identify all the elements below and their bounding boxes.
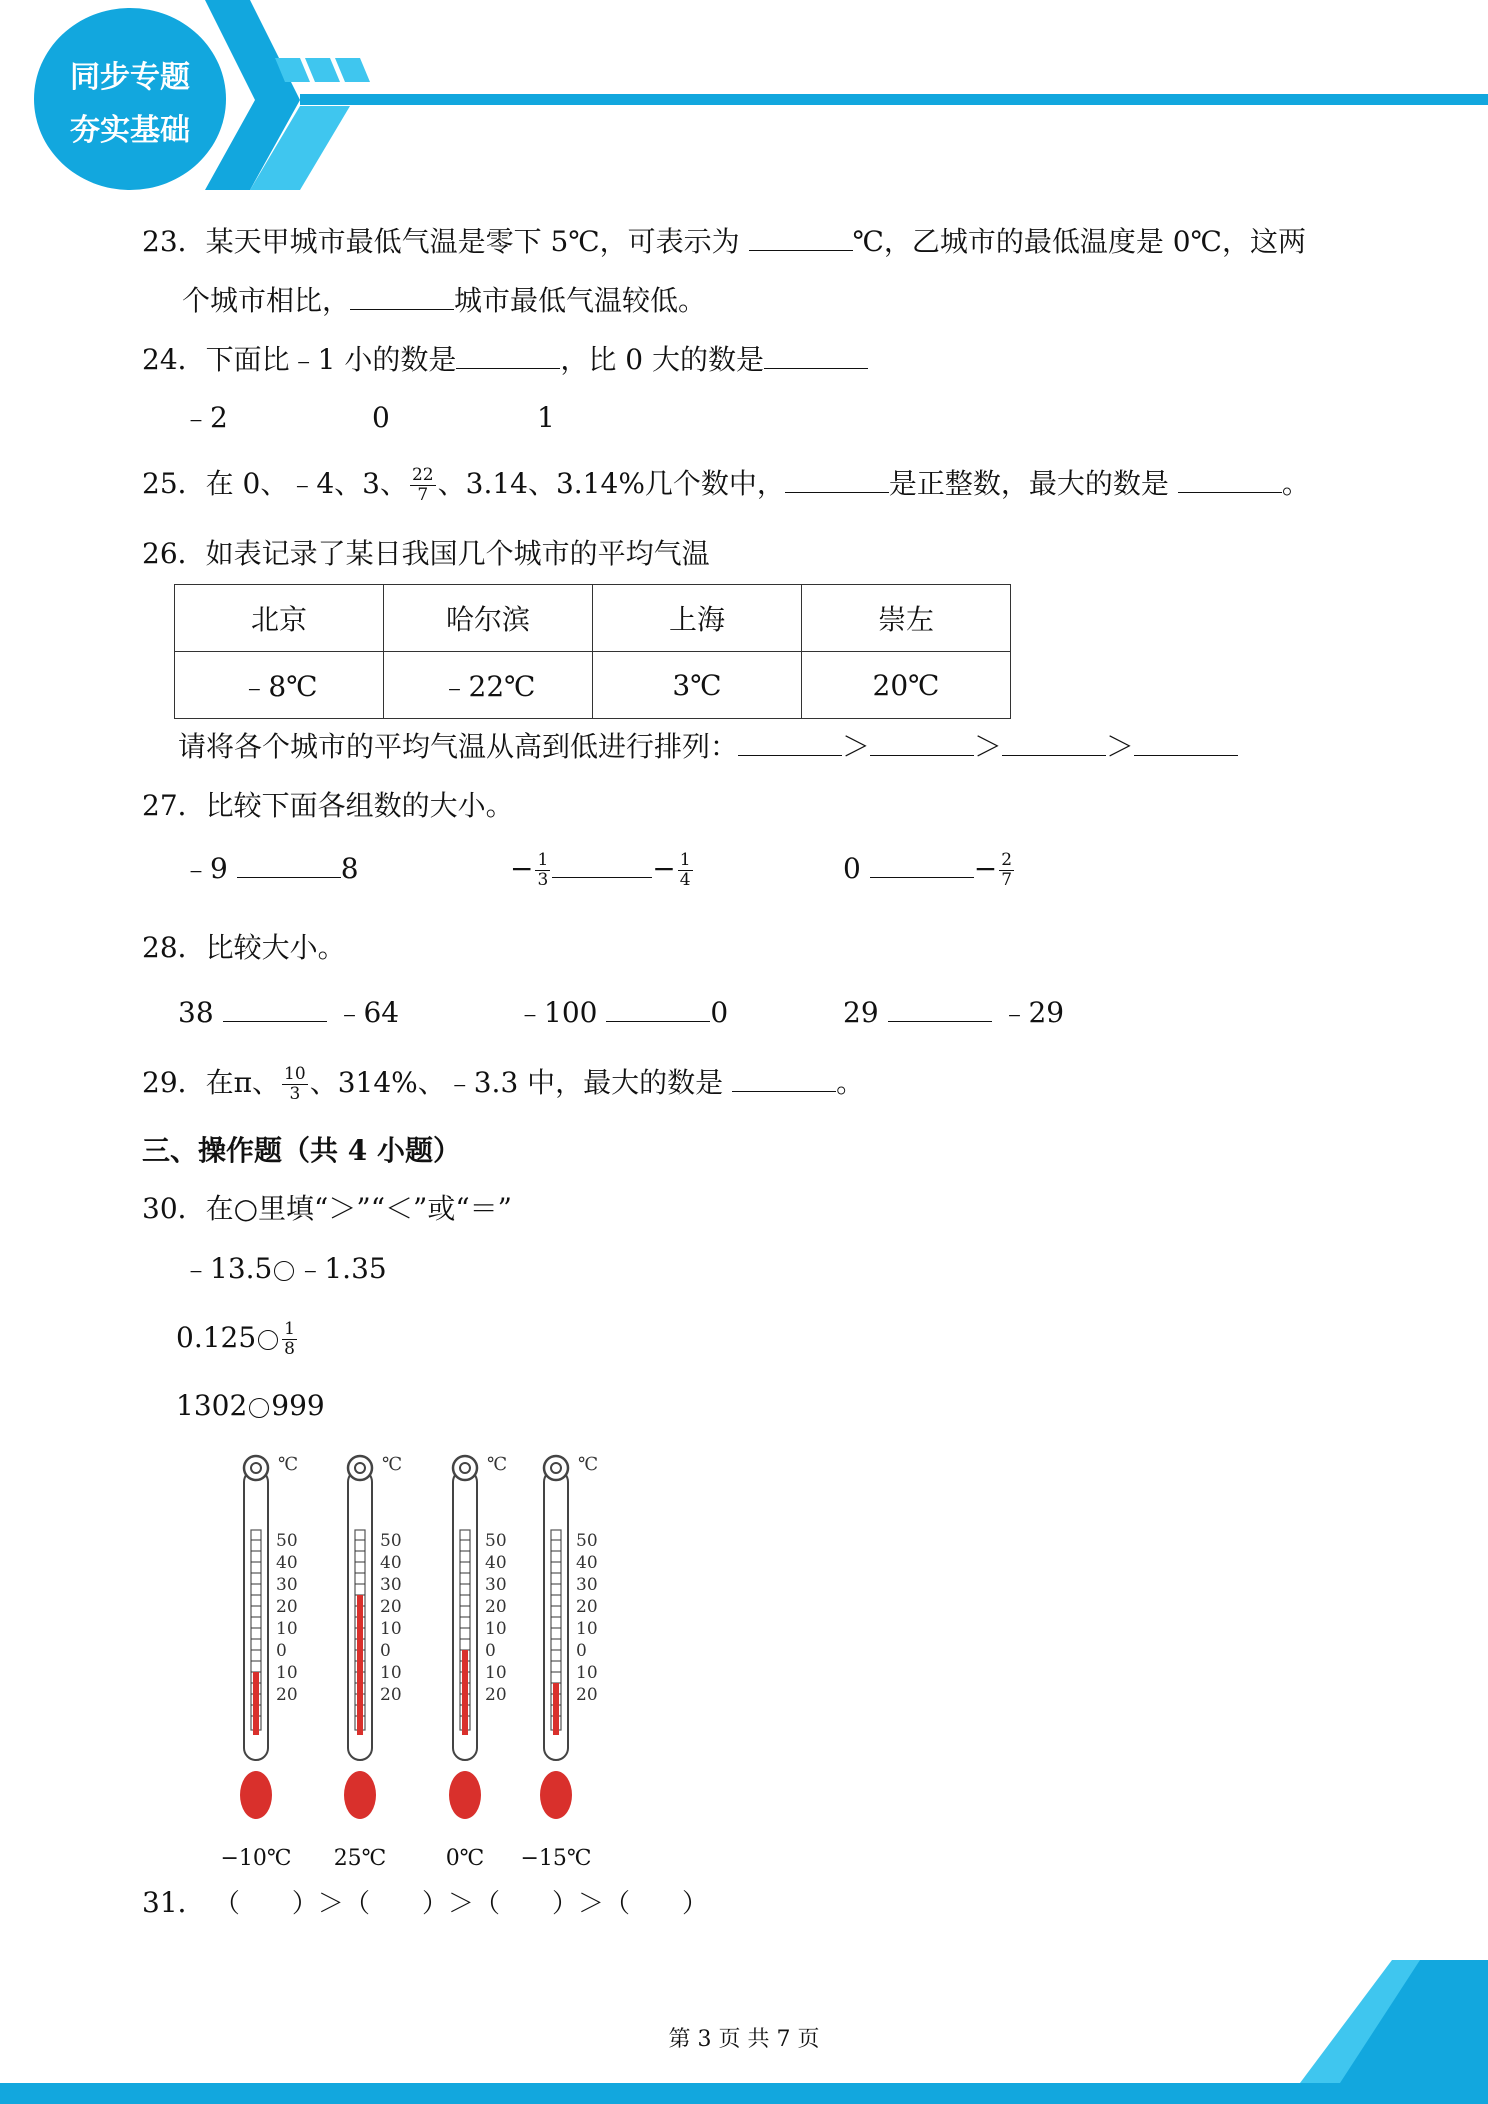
thermometer-bulb xyxy=(540,1771,572,1819)
scale-label: 30 xyxy=(485,1575,507,1595)
unit-label: ℃ xyxy=(278,1454,299,1475)
q26-blank3[interactable] xyxy=(1002,729,1106,756)
q27-group2: − $\frac{1}{3}$ − $\frac{1}{4}$ xyxy=(510,850,691,890)
q26-blank1[interactable] xyxy=(738,729,842,756)
section-3-heading: 三、操作题（共 4 小题） xyxy=(142,1134,461,1167)
scale-label: 50 xyxy=(276,1531,298,1551)
q23-line1: 23．某天甲城市最低气温是零下 5℃，可表示为 ℃，乙城市的最低温度是 0℃，这两 xyxy=(142,225,1306,258)
q29-fraction: $\frac{10}{3}$ xyxy=(284,1064,306,1104)
thermometer-bulb xyxy=(449,1771,481,1819)
scale-label: 10 xyxy=(380,1663,402,1683)
q27-title: 27．比较下面各组数的大小。 xyxy=(142,789,514,822)
q28-blank3[interactable] xyxy=(888,995,992,1022)
q26-sort-line: 请将各个城市的平均气温从高到低进行排列： ＞ ＞ ＞ xyxy=(178,729,1238,765)
temperature-table xyxy=(174,584,1011,719)
table-row xyxy=(175,652,1011,719)
table-cell: ﹣22℃ xyxy=(384,652,593,719)
scale-label: 10 xyxy=(380,1619,402,1639)
table-cell: 20℃ xyxy=(802,652,1011,719)
scale-label: 20 xyxy=(276,1597,298,1617)
scale-label: 50 xyxy=(576,1531,598,1551)
q27-fraction1: $\frac{1}{3}$ xyxy=(537,850,549,890)
q23-blank1[interactable] xyxy=(749,224,853,251)
scale-label: 10 xyxy=(576,1619,598,1639)
table-header-cell: 上海 xyxy=(593,585,802,652)
q23-line2: 个城市相比， 城市最低气温较低。 xyxy=(182,284,707,317)
q31-answer-slot[interactable]: （ ） xyxy=(604,1889,709,1919)
scale-label: 20 xyxy=(576,1597,598,1617)
q30-row3: 1302 999 xyxy=(176,1389,325,1422)
q30-fraction: $\frac{1}{8}$ xyxy=(284,1319,295,1359)
q29-line: 29．在π、 $\frac{10}{3}$ 、314%、﹣3.3 中，最大的数是 。 xyxy=(142,1064,865,1104)
table-header-cell: 崇左 xyxy=(802,585,1011,652)
scale-label: 30 xyxy=(276,1575,298,1595)
scale-label: 50 xyxy=(380,1531,402,1551)
thermometer-ring-inner xyxy=(355,1463,365,1473)
scale-label: 10 xyxy=(485,1663,507,1683)
mercury-column xyxy=(462,1650,468,1735)
q26-blank2[interactable] xyxy=(870,729,974,756)
scale-label: 40 xyxy=(276,1553,298,1573)
mercury-column xyxy=(253,1672,259,1735)
q28-blank2[interactable] xyxy=(606,995,710,1022)
q28-group2: ﹣100 0 xyxy=(516,996,729,1029)
q28-blank1[interactable] xyxy=(223,995,327,1022)
scale-label: 10 xyxy=(485,1619,507,1639)
footer-decoration xyxy=(0,1955,1488,2104)
scale-label: 20 xyxy=(276,1685,298,1705)
thermometer-ring-inner xyxy=(460,1463,470,1473)
thermometers-svg xyxy=(210,1450,630,1870)
scale-label: 20 xyxy=(380,1685,402,1705)
q30-row2: 0.125 $\frac{1}{8}$ xyxy=(176,1319,295,1359)
q26-title: 26．如表记录了某日我国几个城市的平均气温 xyxy=(142,537,710,570)
table-header-cell: 哈尔滨 xyxy=(384,585,593,652)
q31-answer-slot[interactable]: （ ） xyxy=(343,1889,448,1919)
q25-blank1[interactable] xyxy=(785,466,889,493)
table-row xyxy=(175,585,1011,652)
unit-label: ℃ xyxy=(382,1454,403,1475)
compare-circle[interactable] xyxy=(258,1330,278,1350)
q25-blank2[interactable] xyxy=(1178,466,1282,493)
scale-label: 0 xyxy=(276,1641,287,1661)
q24-option-3: 1 xyxy=(537,401,555,434)
scale-label: 40 xyxy=(380,1553,402,1573)
unit-label: ℃ xyxy=(487,1454,508,1475)
q31-line: 31． （ ）＞（ ）＞（ ）＞（ ） xyxy=(142,1886,709,1919)
badge-line2: 夯实基础 xyxy=(70,113,190,148)
q27-blank1[interactable] xyxy=(237,851,341,878)
unit-label: ℃ xyxy=(578,1454,599,1475)
q24-blank1[interactable] xyxy=(456,342,560,369)
compare-circle[interactable] xyxy=(249,1398,269,1418)
q27-fraction3: $\frac{2}{7}$ xyxy=(1001,850,1013,890)
scale-label: 0 xyxy=(485,1641,496,1661)
scale-label: 20 xyxy=(380,1597,402,1617)
reading-label: 25℃ xyxy=(333,1846,387,1870)
q31-answer-slot[interactable]: （ ） xyxy=(473,1889,578,1919)
q28-title: 28．比较大小。 xyxy=(142,931,346,964)
reading-label: −15℃ xyxy=(520,1846,592,1870)
q27-fraction2: $\frac{1}{4}$ xyxy=(679,850,691,890)
q23-blank2[interactable] xyxy=(350,283,454,310)
scale-label: 40 xyxy=(576,1553,598,1573)
header-badge xyxy=(34,8,226,190)
q25-fraction: $\frac{22}{7}$ xyxy=(411,465,434,505)
q30-row1: ﹣13.5 ﹣1.35 xyxy=(182,1252,387,1285)
scale-label: 0 xyxy=(576,1641,587,1661)
mercury-column xyxy=(553,1683,559,1735)
q27-blank2[interactable] xyxy=(552,851,652,878)
q24-option-1: ﹣2 xyxy=(182,401,228,434)
reading-label: −10℃ xyxy=(220,1846,292,1870)
scale-label: 20 xyxy=(576,1685,598,1705)
mercury-column xyxy=(357,1595,363,1735)
reading-label: 0℃ xyxy=(445,1846,485,1870)
scale-label: 20 xyxy=(485,1597,507,1617)
q24-blank2[interactable] xyxy=(764,342,868,369)
thermometer-ring-inner xyxy=(551,1463,561,1473)
scale-label: 30 xyxy=(576,1575,598,1595)
scale-label: 50 xyxy=(485,1531,507,1551)
q26-blank4[interactable] xyxy=(1134,729,1238,756)
page-number: 第 3 页 共 7 页 xyxy=(668,2027,820,2052)
table-cell: 3℃ xyxy=(593,652,802,719)
scale-label: 0 xyxy=(380,1641,391,1661)
badge-line1: 同步专题 xyxy=(70,60,190,95)
scale-label: 30 xyxy=(380,1575,402,1595)
q27-group3: 0 − $\frac{2}{7}$ xyxy=(843,850,1013,890)
table-header-cell: 北京 xyxy=(175,585,384,652)
thermometer-ring-inner xyxy=(251,1463,261,1473)
q27-group1: ﹣9 8 xyxy=(182,852,359,885)
q27-blank3[interactable] xyxy=(870,851,974,878)
thermometer-bulb xyxy=(344,1771,376,1819)
q28-group3: 29 ﹣29 xyxy=(843,996,1065,1029)
q31-answer-slot[interactable]: （ ） xyxy=(213,1889,318,1919)
q29-blank[interactable] xyxy=(732,1065,836,1092)
thermometers-figure xyxy=(210,1450,630,1880)
compare-circle[interactable] xyxy=(274,1261,294,1281)
scale-label: 10 xyxy=(276,1663,298,1683)
scale-label: 10 xyxy=(576,1663,598,1683)
table-cell: ﹣8℃ xyxy=(175,652,384,719)
scale-label: 10 xyxy=(276,1619,298,1639)
q24-option-2: 0 xyxy=(372,401,390,434)
scale-label: 40 xyxy=(485,1553,507,1573)
q24-line: 24．下面比﹣1 小的数是 ，比 0 大的数是 xyxy=(142,342,868,378)
q25-line: 25．在 0、﹣4、3、 $\frac{22}{7}$ 、3.14、3.14%几个数中， 是正整数，最大的数是 。 xyxy=(142,465,1310,505)
q28-group1: 38 ﹣64 xyxy=(178,996,400,1029)
q30-title: 30．在○里填“＞”“＜”或“＝” xyxy=(142,1192,512,1225)
scale-label: 20 xyxy=(485,1685,507,1705)
thermometer-bulb xyxy=(240,1771,272,1819)
